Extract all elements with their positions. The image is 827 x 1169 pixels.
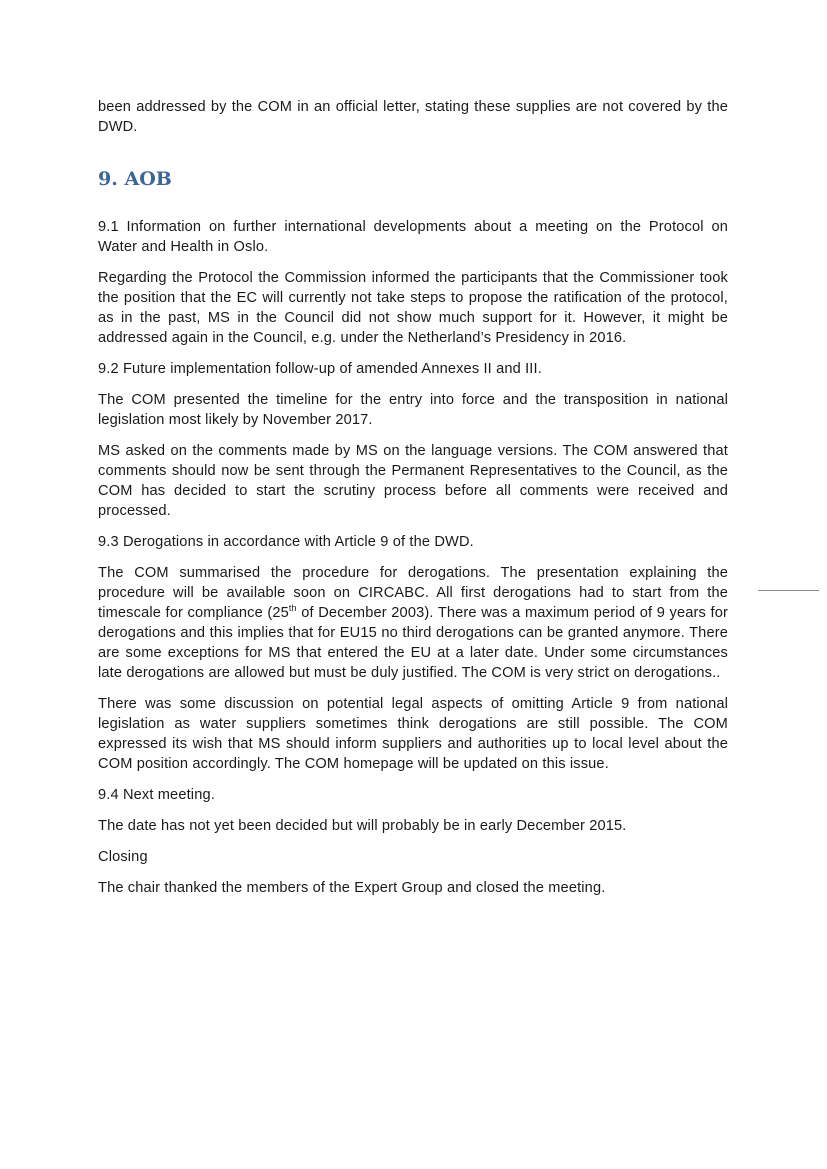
- item-9-2-paragraph: 9.2 Future implementation follow-up of amended Annexes II and III.: [98, 361, 542, 377]
- item-9-3-paragraph: 9.3 Derogations in accordance with Article 9 of the DWD.: [98, 534, 474, 550]
- derogations-paragraph: [98, 563, 728, 683]
- item-9-4-paragraph: 9.4 Next meeting.: [98, 787, 215, 803]
- section-heading-aob: 9. AOB: [98, 168, 172, 190]
- item-9-1-paragraph: 9.1 Information on further international developments about a meeting on the Protocol on Water and Health in Oslo.: [98, 219, 728, 255]
- derogations-text-start: The COM summarised the procedure for derogations. The presentation explaining the procedure will be available soon on CIRCABC. All first derogations had to start from the timescale for compliance (25: [98, 565, 728, 621]
- closing-label: Closing: [98, 849, 148, 865]
- legal-aspects-paragraph: There was some discussion on potential legal aspects of omitting Article 9 from national legislation as water suppliers sometimes think derogations are still possible. The COM expressed its wish that MS should inform suppliers and authorities up to local level about the COM position accordingly. The COM homepage will be updated on this issue.: [98, 696, 728, 772]
- intro-continuation-paragraph: been addressed by the COM in an official letter, stating these supplies are not covered by the DWD.: [98, 99, 728, 135]
- timeline-paragraph: The COM presented the timeline for the entry into force and the transposition in national legislation most likely by November 2017.: [98, 392, 728, 428]
- ordinal-superscript: th: [288, 603, 297, 614]
- meeting-date-paragraph: The date has not yet been decided but will probably be in early December 2015.: [98, 818, 627, 834]
- derogations-text-end: of December 2003). There was a maximum period of 9 years for derogations and this implies that for EU15 no third derogations can be granted anymore. There are some exceptions for MS that entered the EU at a later date. Under some circumstances late derogations are allowed but must be duly justified. The COM is very strict on derogations..: [98, 605, 728, 681]
- closing-paragraph: The chair thanked the members of the Expert Group and closed the meeting.: [98, 880, 606, 896]
- language-versions-paragraph: MS asked on the comments made by MS on the language versions. The COM answered that comments should now be sent through the Permanent Representatives to the Council, as the COM has decided to start the scrutiny process before all comments were received and processed.: [98, 443, 728, 519]
- protocol-paragraph: Regarding the Protocol the Commission informed the participants that the Commissioner took the position that the EC will currently not take steps to propose the ratification of the protocol, as in the past, MS in the Council did not show much support for it. However, it might be addressed again in the Council, e.g. under the Netherland’s Presidency in 2016.: [98, 270, 728, 346]
- margin-rule-line: [758, 590, 819, 591]
- document-page: [98, 97, 728, 909]
